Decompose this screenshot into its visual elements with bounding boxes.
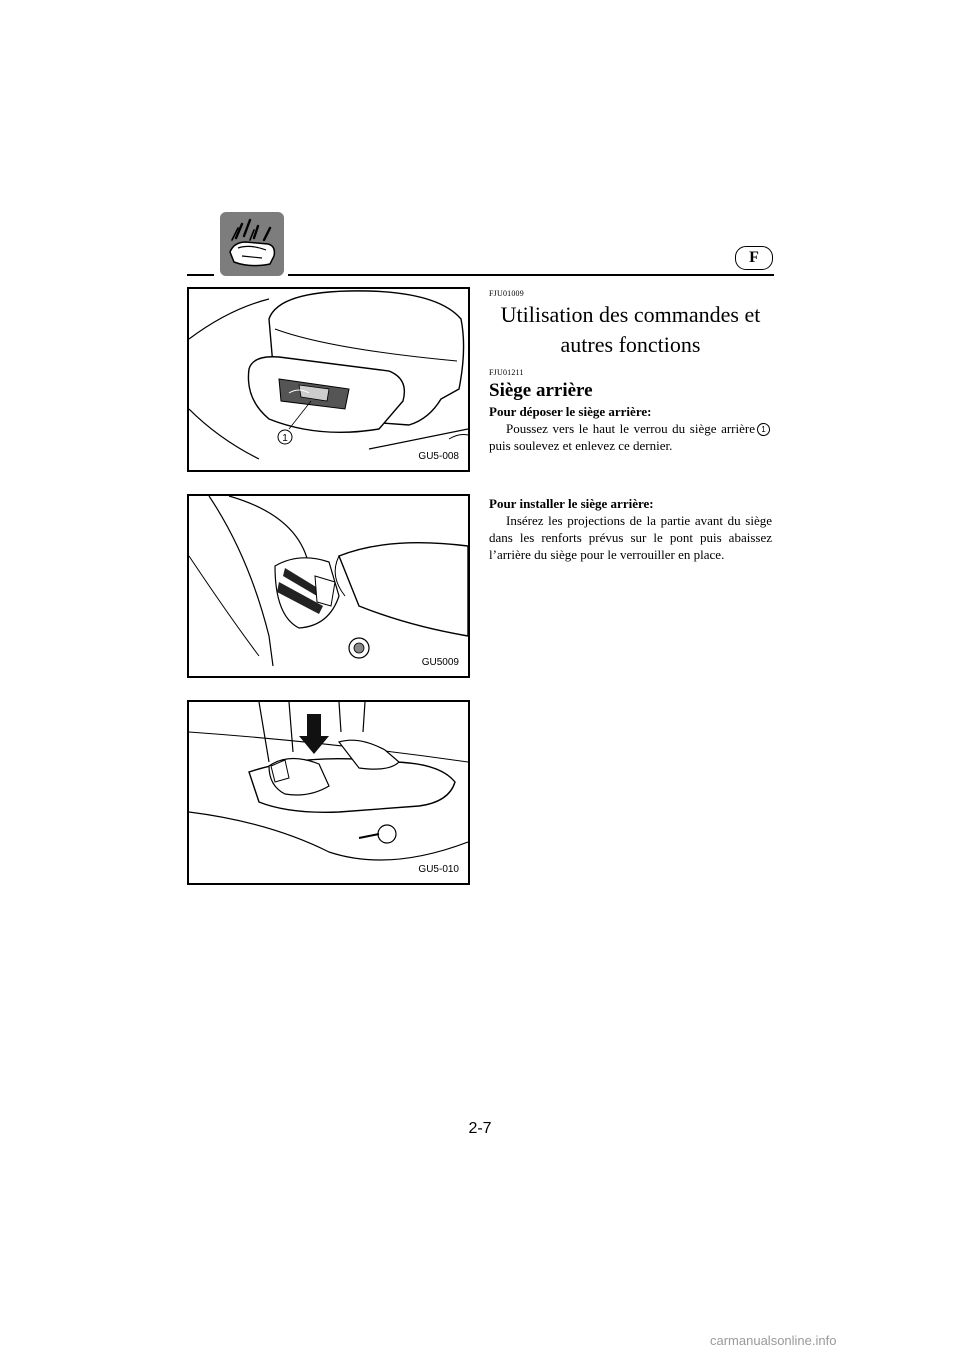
install-heading: Pour installer le siège arrière: [489,496,654,511]
remove-instructions [489,420,772,454]
callout-ref: 1 [757,423,770,436]
figure-press-seat-down [187,700,470,885]
figure-seat-install-hooks [187,494,470,678]
remove-heading: Pour déposer le siège arrière: [489,404,652,419]
section-title: Siège arrière [489,380,593,401]
watercraft-seat-icon [220,212,284,276]
figure-code: GU5-010 [418,864,459,875]
section-code: FJU01211 [489,368,524,377]
page-number: 2-7 [468,1120,492,1137]
figure-code: GU5009 [421,657,459,668]
document-code: FJU01009 [489,289,524,298]
language-badge: F [735,246,773,270]
callout-1: 1 [282,433,288,444]
page-title-line2: autres fonctions [560,332,701,357]
header-rule-left [187,274,214,276]
install-instructions: Insérez les projections de la partie avant du siège dans les renforts prévus sur le pont puis abaissez l’arrière du siège pour le verrouiller en place. [489,513,772,562]
page-title [489,300,772,360]
figure-rear-seat-latch [187,287,470,472]
remove-text-before: Poussez vers le haut le verrou du siège arrière [506,421,755,436]
figure-code: GU5-008 [418,451,459,462]
page-title-line1: Utilisation des commandes et [500,302,761,327]
install-section [489,494,772,563]
watermark: carmanualsonline.info [710,1333,837,1348]
remove-text-after: puis soulevez et enlevez ce dernier. [489,438,673,453]
text-column [489,289,772,454]
header-rule-right [288,274,774,276]
